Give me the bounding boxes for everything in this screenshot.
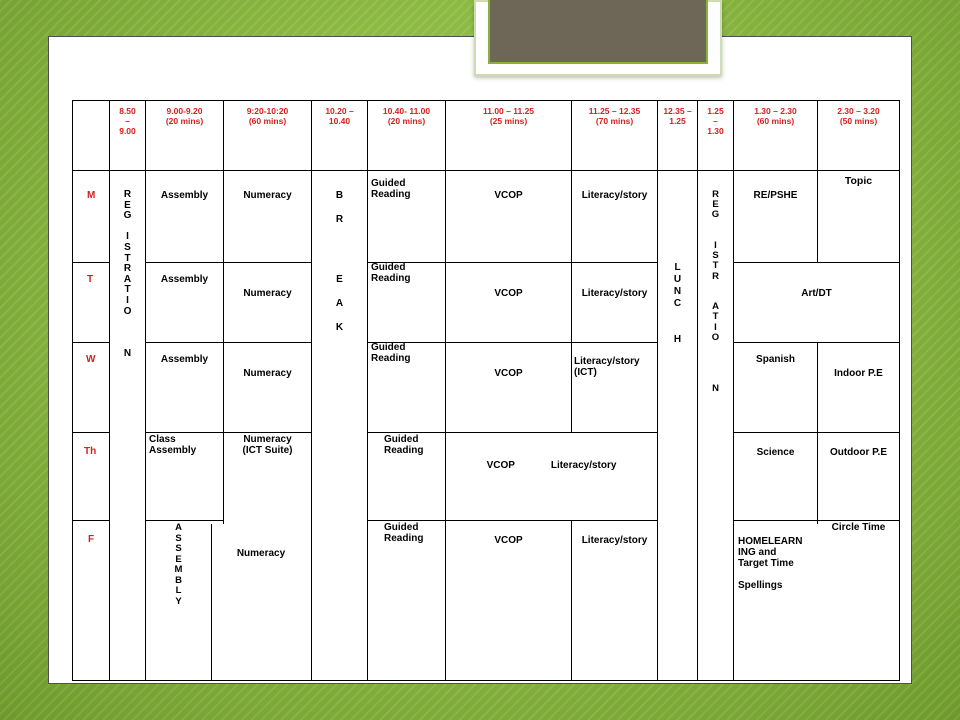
tue-guided-reading: Guided Reading xyxy=(371,262,411,284)
day-label-friday: F xyxy=(88,534,95,545)
wed-spanish: Spanish xyxy=(756,354,795,365)
mon-re-pshe: RE/PSHE xyxy=(753,190,798,201)
header-lunch-time: 12.35 – 1.25 xyxy=(663,106,692,126)
registration-column-label: R E G I S T R A T I O N xyxy=(123,189,132,359)
header-guided-reading-time: 10.40- 11.00 (20 mins) xyxy=(382,106,431,126)
mon-guided-reading: Guided Reading xyxy=(371,178,411,200)
wed-literacy-ict: Literacy/story (ICT) xyxy=(574,356,640,378)
day-label-monday: M xyxy=(87,190,96,201)
wed-indoor-pe: Indoor P.E xyxy=(834,368,883,379)
afternoon-registration-column-label: R E G I S T R A T I O N xyxy=(711,189,720,394)
thu-guided-reading: Guided Reading xyxy=(384,434,424,456)
header-afternoon-session-1-time: 1.30 – 2.30 (60 mins) xyxy=(754,106,797,126)
tue-literacy: Literacy/story xyxy=(581,288,648,299)
mon-assembly: Assembly xyxy=(160,190,209,201)
fri-guided-reading: Guided Reading xyxy=(384,522,424,544)
mon-vcop: VCOP xyxy=(494,190,523,201)
mon-numeracy: Numeracy xyxy=(243,190,292,201)
header-afternoon-session-2-time: 2.30 – 3.20 (50 mins) xyxy=(837,106,880,126)
break-column-label: B R E A K xyxy=(335,190,344,333)
tue-assembly: Assembly xyxy=(160,274,209,285)
day-label-wednesday: W xyxy=(86,354,96,365)
header-assembly-time: 9.00-9.20 (20 mins) xyxy=(165,106,204,126)
fri-literacy: Literacy/story xyxy=(581,535,648,546)
thu-class-assembly: Class Assembly xyxy=(149,434,197,456)
tue-vcop: VCOP xyxy=(494,288,523,299)
tue-numeracy: Numeracy xyxy=(243,288,292,299)
friday-assembly-label: A S S E M B L Y xyxy=(174,522,183,607)
fri-vcop: VCOP xyxy=(494,535,523,546)
day-label-tuesday: T xyxy=(87,274,94,285)
header-registration-time: 8.50 – 9.00 xyxy=(119,106,136,136)
wed-numeracy: Numeracy xyxy=(243,368,292,379)
header-vcop-time: 11.00 – 11.25 (25 mins) xyxy=(482,106,535,126)
wed-assembly: Assembly xyxy=(160,354,209,365)
wed-vcop: VCOP xyxy=(494,368,523,379)
thu-vcop-literacy: VCOP Literacy/story xyxy=(486,460,617,471)
fri-circle-time: Circle Time xyxy=(831,522,886,533)
lunch-column-label: L U N C H xyxy=(673,262,682,345)
fri-homelearning-target-time-spellings: HOMELEARN ING and Target Time Spellings xyxy=(738,536,803,591)
header-literacy-time: 11.25 – 12.35 (70 mins) xyxy=(588,106,641,126)
fri-numeracy: Numeracy xyxy=(236,548,286,559)
day-label-thursday: Th xyxy=(84,446,97,457)
tue-art-dt: Art/DT xyxy=(801,288,832,299)
header-afternoon-registration-time: 1.25 – 1.30 xyxy=(707,106,724,136)
thu-science: Science xyxy=(756,447,795,458)
thu-outdoor-pe: Outdoor P.E xyxy=(829,447,888,458)
mon-literacy: Literacy/story xyxy=(581,190,648,201)
wed-guided-reading: Guided Reading xyxy=(371,342,411,364)
header-break-time: 10.20 – 10.40 xyxy=(325,106,354,126)
header-numeracy-time: 9:20-10:20 (60 mins) xyxy=(246,106,289,126)
thu-numeracy-ict-suite: Numeracy (ICT Suite) xyxy=(242,434,293,456)
mon-topic: Topic xyxy=(844,175,873,187)
